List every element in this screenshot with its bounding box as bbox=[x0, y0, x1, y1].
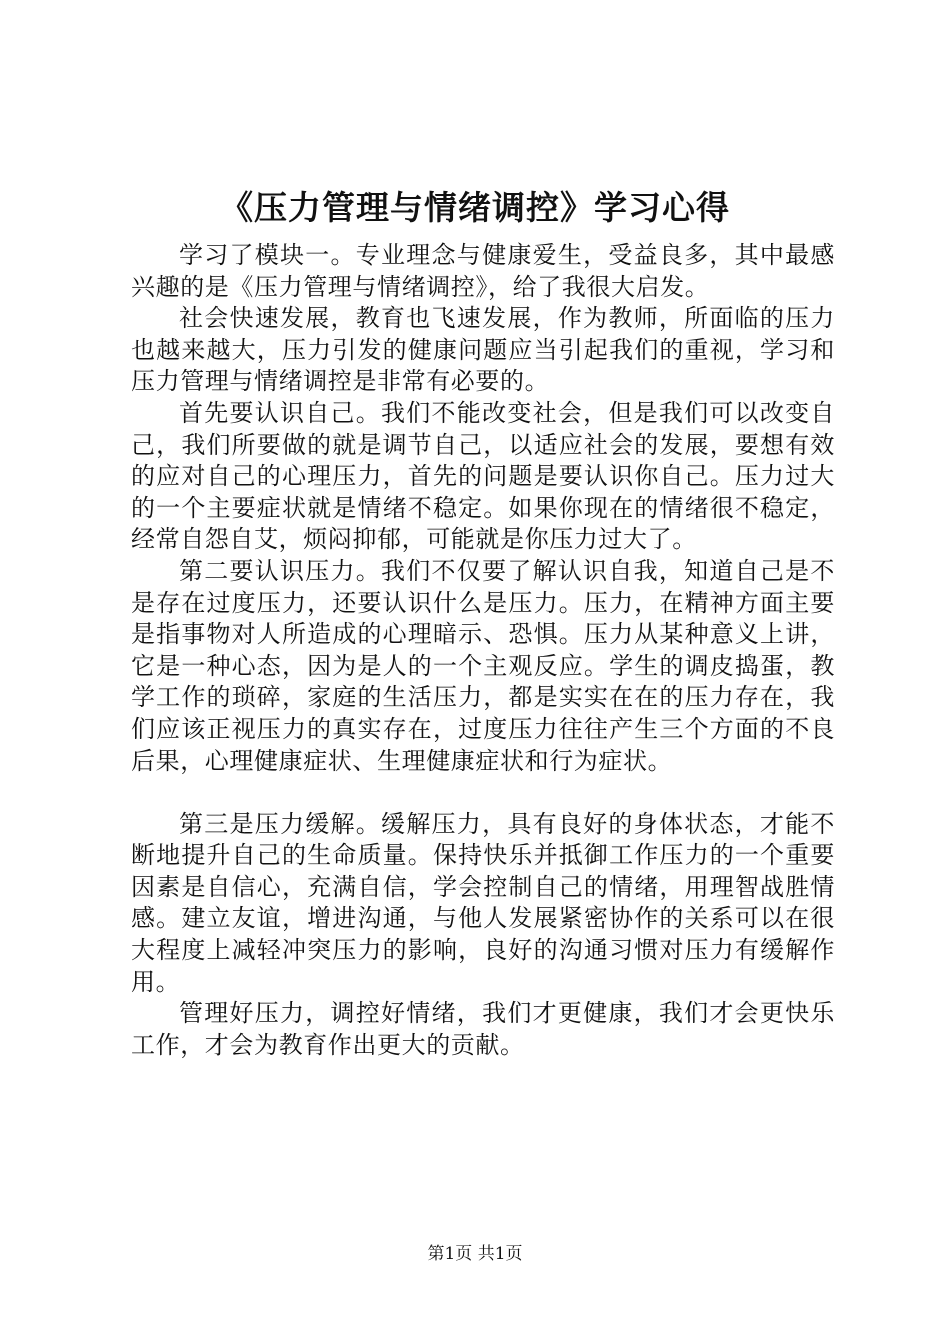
document-title: 《压力管理与情绪调控》学习心得 bbox=[220, 188, 730, 227]
page-footer: 第1页 共1页 bbox=[427, 1244, 523, 1264]
paragraph-relieve-stress: 第三是压力缓解。缓解压力，具有良好的身体状态，才能不断地提升自己的生命质量。保持快乐并抵御工作压力的一个重要因素是自信心，充满自信，学会控制自己的情绪，用理智战胜情感。建立友谊，增进沟通，与他人发展紧密协作的关系可以在很大程度上减轻冲突压力的影响，良好的沟通习惯对压力有缓解作用。 bbox=[131, 809, 835, 996]
paragraph-intro: 学习了模块一。专业理念与健康爱生，受益良多，其中最感兴趣的是《压力管理与情绪调控》，给了我很大启发。 bbox=[131, 241, 835, 301]
paragraph-know-yourself: 首先要认识自己。我们不能改变社会，但是我们可以改变自己，我们所要做的就是调节自己，以适应社会的发展，要想有效的应对自己的心理压力，首先的问题是要认识你自己。压力过大的一个主要症状就是情绪不稳定。如果你现在的情绪很不稳定，经常自怨自艾，烦闷抑郁，可能就是你压力过大了。 bbox=[131, 398, 835, 554]
document-body bbox=[131, 240, 835, 1061]
paragraph-know-stress: 第二要认识压力。我们不仅要了解认识自我，知道自己是不是存在过度压力，还要认识什么是压力。压力，在精神方面主要是指事物对人所造成的心理暗示、恐惧。压力从某种意义上讲，它是一种心态，因为是人的一个主观反应。学生的调皮捣蛋，教学工作的琐碎，家庭的生活压力，都是实实在在的压力存在，我们应该正视压力的真实存在，过度压力往往产生三个方面的不良后果，心理健康症状、生理健康症状和行为症状。 bbox=[131, 556, 835, 775]
paragraph-background: 社会快速发展，教育也飞速发展，作为教师，所面临的压力也越来越大，压力引发的健康问题应当引起我们的重视，学习和压力管理与情绪调控是非常有必要的。 bbox=[131, 304, 835, 396]
paragraph-conclusion: 管理好压力，调控好情绪，我们才更健康，我们才会更快乐工作，才会为教育作出更大的贡献。 bbox=[131, 999, 835, 1059]
